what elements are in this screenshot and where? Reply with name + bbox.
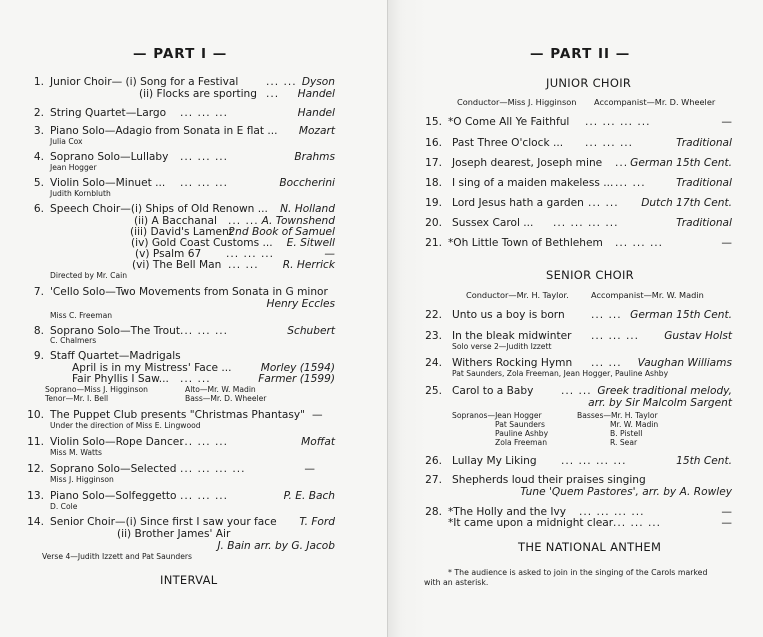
item-number: 16.: [425, 137, 442, 149]
leader-dots: ... ... ...: [180, 151, 229, 163]
item-composer: N. Holland: [280, 203, 335, 215]
item-composer: A. Townshend: [261, 215, 335, 227]
item-number: 27.: [425, 474, 442, 486]
item-title: Lord Jesus hath a garden: [452, 197, 584, 209]
item-composer: Farmer (1599): [258, 373, 335, 385]
item-performer: Under the direction of Miss E. Lingwood: [50, 421, 201, 430]
item-composer: P. E. Bach: [283, 490, 335, 502]
leader-dots: ... ... ...: [585, 137, 634, 149]
item-performer: D. Cole: [50, 502, 78, 511]
item-title: In the bleak midwinter: [452, 330, 572, 342]
item-title: Junior Choir— (i) Song for a Festival: [50, 76, 239, 88]
item-composer: Handel: [297, 107, 335, 119]
item-number: 11.: [27, 436, 44, 448]
item-composer: Traditional: [676, 217, 732, 229]
item-title: Past Three O'clock ...: [452, 137, 564, 149]
item-title: (iv) Gold Coast Customs ...: [131, 237, 273, 249]
leader-dots: ... ... ... ...: [553, 217, 619, 229]
leader-dots: ... ... ...: [180, 177, 229, 189]
item-title: The Puppet Club presents "Christmas Phantasy": [50, 409, 306, 421]
leader-dots: ... ...: [561, 385, 592, 397]
national-anthem: THE NATIONAL ANTHEM: [518, 540, 662, 554]
leader-dots: ... ... ... ...: [585, 116, 651, 128]
leader-dots: ... ... ...: [591, 330, 640, 342]
item-composer: —: [324, 248, 335, 260]
item-number: 10.: [27, 409, 44, 421]
leader-dots: ... ... ...: [180, 490, 229, 502]
item-number: 5.: [33, 177, 44, 189]
leader-dots: ... ... ...: [613, 517, 662, 529]
item-title: *Oh Little Town of Bethlehem: [448, 237, 603, 249]
item-title: (ii) A Bacchanal: [134, 215, 217, 227]
item-number: 24.: [425, 357, 442, 369]
item-title: Violin Solo—Rope Dancer: [50, 436, 184, 448]
item-composer: Morley (1594): [260, 362, 335, 374]
item-title: Violin Solo—Minuet ...: [50, 177, 166, 189]
item-title: Soprano Solo—The Trout: [50, 325, 181, 337]
junior-choir-title: JUNIOR CHOIR: [546, 76, 632, 90]
item-composer: 15th Cent.: [676, 455, 732, 467]
item-composer: Mozart: [298, 125, 335, 137]
item-composer: Dyson: [301, 76, 335, 88]
item-performer: Judith Kornbluth: [50, 189, 111, 198]
item-performer: Miss M. Watts: [50, 448, 102, 457]
item-number: 7.: [33, 286, 44, 298]
leader-dots: ... ...: [228, 215, 259, 227]
item-number: 25.: [425, 385, 442, 397]
item-title: *The Holly and the Ivy: [448, 506, 567, 518]
item-number: 17.: [425, 157, 442, 169]
soprano-name: Zola Freeman: [495, 438, 548, 447]
leader-dots: ...: [266, 88, 280, 100]
item-number: 14.: [27, 516, 44, 528]
item-performer: Solo verse 2—Judith Izzett: [452, 342, 552, 351]
item-composer: —: [721, 506, 732, 518]
item-title: 'Cello Solo—Two Movements from Sonata in G minor: [50, 286, 328, 298]
bass-name: R. Sear: [610, 438, 638, 447]
item-composer: —: [312, 409, 323, 421]
interval-label: INTERVAL: [160, 573, 218, 587]
item-composer: Brahms: [294, 151, 335, 163]
item-composer: Henry Eccles: [266, 298, 335, 310]
junior-accompanist: Accompanist—Mr. D. Wheeler: [594, 97, 716, 107]
item-title: Soprano Solo—Selected: [50, 463, 177, 475]
item-number: 2.: [33, 107, 44, 119]
item-composer: Traditional: [676, 137, 732, 149]
item-number: 19.: [425, 197, 442, 209]
soprano-name: Pauline Ashby: [495, 429, 549, 438]
item-composer: 2nd Book of Samuel: [228, 226, 335, 238]
item-number: 4.: [33, 151, 44, 163]
item-number: 15.: [425, 116, 442, 128]
leader-dots: ... ... ...: [180, 436, 229, 448]
leader-dots: ... ...: [266, 76, 297, 88]
item-title: *It came upon a midnight clear: [448, 517, 614, 529]
item-title: Withers Rocking Hymn: [452, 357, 573, 369]
item-performer: Miss C. Freeman: [50, 311, 113, 320]
item-arranger: arr. by Sir Malcolm Sargent: [588, 397, 732, 409]
item-number: 23.: [425, 330, 442, 342]
senior-conductor: Conductor—Mr. H. Taylor.: [466, 290, 569, 300]
item-title: Senior Choir—(i) Since first I saw your face: [50, 516, 277, 528]
item-title: Piano Solo—Solfeggetto: [50, 490, 177, 502]
item-performer: C. Chalmers: [50, 336, 97, 345]
item-composer: Vaughan Williams: [637, 357, 732, 369]
item-title: String Quartet—Largo: [50, 107, 167, 119]
item-title: Lullay My Liking: [452, 455, 537, 467]
item-composer: Traditional: [676, 177, 732, 189]
item-performer: Jean Hogger: [50, 163, 97, 172]
bass-name: Mr. W. Madin: [610, 420, 659, 429]
leader-dots: ... ... ...: [180, 107, 229, 119]
leader-dots: ... ... ... ...: [180, 463, 246, 475]
item-number: 13.: [27, 490, 44, 502]
item-performer: Pat Saunders, Zola Freeman, Jean Hogger, Pauline Ashby: [452, 369, 669, 378]
item-composer: —: [721, 116, 732, 128]
senior-choir-title: SENIOR CHOIR: [546, 268, 634, 282]
item-title: I sing of a maiden makeless ...: [452, 177, 614, 189]
item-number: 1.: [33, 76, 44, 88]
quartet-bass: Bass—Mr. D. Wheeler: [185, 394, 267, 403]
item-composer: Boccherini: [279, 177, 335, 189]
item-composer: German 15th Cent.: [630, 309, 732, 321]
quartet-alto: Alto—Mr. W. Madin: [185, 385, 256, 394]
item-number: 9.: [33, 350, 44, 362]
senior-accompanist: Accompanist—Mr. W. Madin: [591, 290, 704, 300]
item-composer: —: [721, 517, 732, 529]
item-title: Sussex Carol ...: [452, 217, 534, 229]
item-composer: J. Bain arr. by G. Jacob: [217, 540, 335, 552]
item-title: Unto us a boy is born: [452, 309, 565, 321]
item-title: April is in my Mistress' Face ...: [72, 362, 232, 374]
item-title: *O Come All Ye Faithful: [448, 116, 570, 128]
item-number: 26.: [425, 455, 442, 467]
leader-dots: ... ...: [591, 309, 622, 321]
quartet-soprano: Soprano—Miss J. Higginson: [45, 385, 148, 394]
item-number: 20.: [425, 217, 442, 229]
soprano-name: Pat Saunders: [495, 420, 545, 429]
item-title: (vi) The Bell Man: [132, 259, 222, 271]
item-number: 21.: [425, 237, 442, 249]
leader-dots: ... ... ... ...: [561, 455, 627, 467]
asterisk-footnote: * The audience is asked to join in the singing of the Carols marked with an asterisk.: [424, 568, 708, 587]
item-composer: —: [304, 463, 315, 475]
item-title: (v) Psalm 67: [135, 248, 202, 260]
item-title: Speech Choir—(i) Ships of Old Renown ...: [50, 203, 268, 215]
page-part-2: [388, 0, 763, 637]
leader-dots: ... ... ... ...: [579, 506, 645, 518]
part-2-heading: — PART II —: [530, 46, 631, 62]
item-title: Joseph dearest, Joseph mine: [452, 157, 603, 169]
item-number: 8.: [33, 325, 44, 337]
leader-dots: ... ...: [588, 197, 619, 209]
item-composer: T. Ford: [299, 516, 335, 528]
item-composer: E. Sitwell: [286, 237, 335, 249]
basses-label: Basses—Mr. H. Taylor: [577, 411, 658, 420]
item-composer: Schubert: [287, 325, 335, 337]
item-composer: German 15th Cent.: [630, 157, 732, 169]
item-composer: Gustav Holst: [664, 330, 732, 342]
item-title: (iii) David's Lament: [130, 226, 233, 238]
leader-dots: ... ...: [591, 357, 622, 369]
item-title: Soprano Solo—Lullaby: [50, 151, 169, 163]
sopranos-label: Sopranos—Jean Hogger: [452, 411, 542, 420]
leader-dots: ... ...: [180, 373, 211, 385]
item-composer: Greek traditional melody,: [597, 385, 732, 397]
leader-dots: ... ...: [228, 259, 259, 271]
item-number: 12.: [27, 463, 44, 475]
leader-dots: ... ... ...: [615, 237, 664, 249]
bass-name: B. Pistell: [610, 429, 643, 438]
item-composer: —: [721, 237, 732, 249]
leader-dots: ...: [615, 157, 629, 169]
item-composer: Dutch 17th Cent.: [641, 197, 732, 209]
item-performer: Verse 4—Judith Izzett and Pat Saunders: [42, 552, 192, 561]
junior-conductor: Conductor—Miss J. Higginson: [457, 97, 577, 107]
item-title: (ii) Brother James' Air: [117, 528, 231, 540]
item-number: 28.: [425, 506, 442, 518]
item-title: Staff Quartet—Madrigals: [50, 350, 181, 362]
leader-dots: ... ... ...: [226, 248, 275, 260]
item-number: 3.: [33, 125, 44, 137]
item-composer: Moffat: [301, 436, 335, 448]
item-number: 18.: [425, 177, 442, 189]
item-title: Shepherds loud their praises singing: [452, 474, 646, 486]
item-composer: R. Herrick: [282, 259, 335, 271]
item-number: 22.: [425, 309, 442, 321]
item-performer: Miss J. Higginson: [50, 475, 114, 484]
item-composer: Tune 'Quem Pastores', arr. by A. Rowley: [520, 486, 732, 498]
item-title: Piano Solo—Adagio from Sonata in E flat ...: [50, 125, 278, 137]
leader-dots: ... ... ...: [180, 325, 229, 337]
leader-dots: ... ...: [615, 177, 646, 189]
item-composer: Handel: [297, 88, 335, 100]
quartet-tenor: Tenor—Mr. I. Bell: [45, 394, 109, 403]
item-performer: Directed by Mr. Cain: [50, 271, 128, 280]
item-title: Fair Phyllis I Saw...: [72, 373, 169, 385]
item-title: Carol to a Baby: [452, 385, 534, 397]
item-number: 6.: [33, 203, 44, 215]
part-1-heading: — PART I —: [133, 46, 228, 62]
item-performer: Julia Cox: [50, 137, 83, 146]
item-title: (ii) Flocks are sporting: [139, 88, 258, 100]
